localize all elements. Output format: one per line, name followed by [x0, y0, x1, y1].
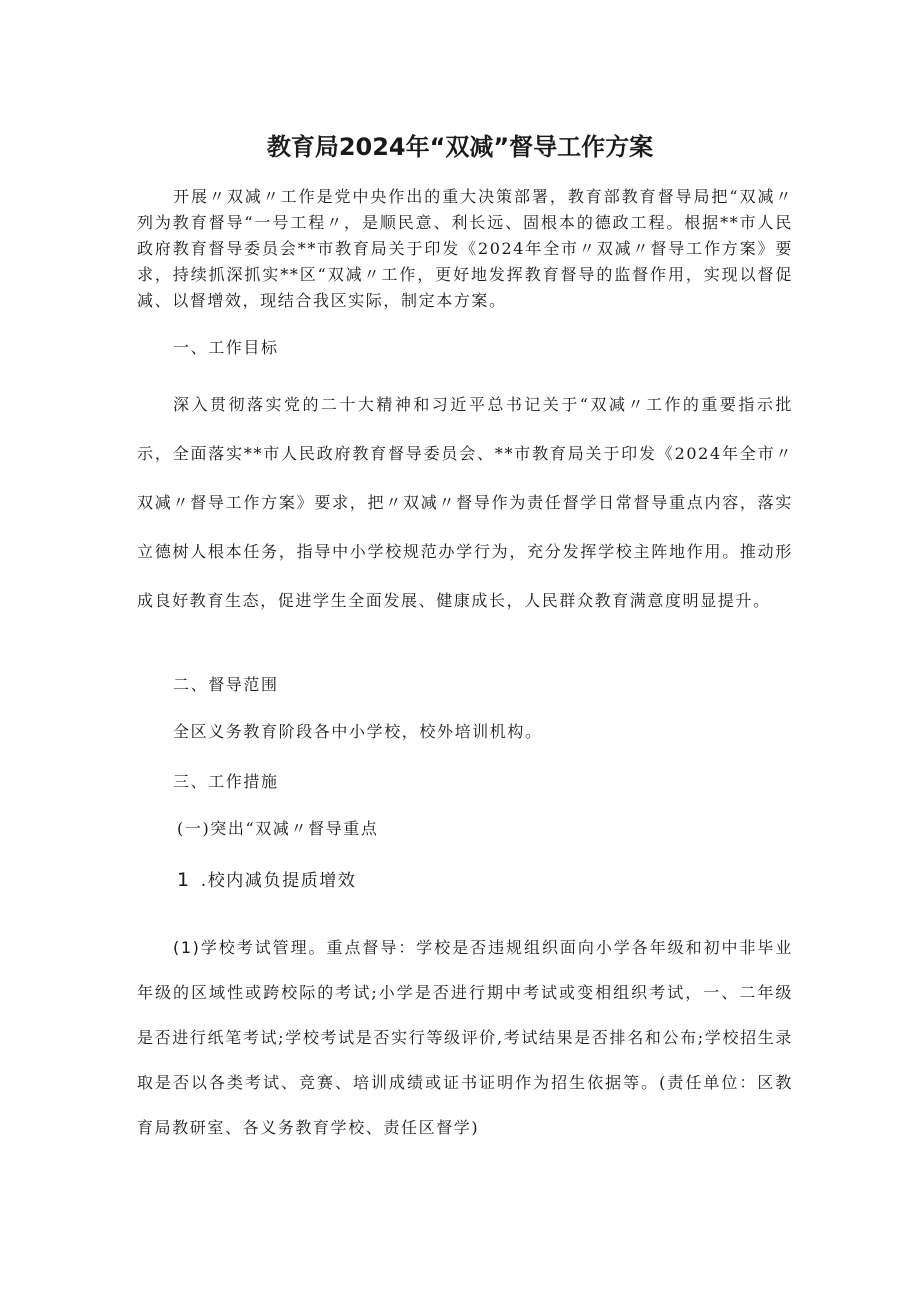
- document-title: 教育局2024年“双减”督导工作方案: [266, 133, 654, 161]
- section-heading-scope: 二、督导范围: [173, 675, 279, 694]
- goals-paragraph: 深入贯彻落实党的二十大精神和习近平总书记关于“双减〃工作的重要指示批示，全面落实**市人民政府教育督导委员会、**市教育局关于印发《2024年全市〃双减〃督导工作方案》要求，把〃双减〃督导作为责任督学日常督导重点内容，落实立德树人根本任务，指导中小学校规范办学行为，充分发挥学校主阵地作用。推动形成良好教育生态，促进学生全面发展、健康成长，人民群众教育满意度明显提升。: [137, 395, 793, 610]
- section-heading-goals: 一、工作目标: [173, 338, 279, 357]
- subsection-heading-key-points: (一)突出“双减〃督导重点: [177, 819, 379, 838]
- intro-paragraph: 开展〃双减〃工作是党中央作出的重大决策部署，教育部教育督导局把“双减〃列为教育督导“一号工程〃，是顺民意、利长远、固根本的德政工程。根据**市人民政府教育督导委员会**市教育局关于印发《2024年全市〃双减〃督导工作方案》要求，持续抓深抓实**区“双减〃工作，更好地发挥教育督导的监督作用，实现以督促减、以督增效，现结合我区实际，制定本方案。: [137, 187, 793, 310]
- scope-paragraph: 全区义务教育阶段各中小学校，校外培训机构。: [173, 722, 543, 741]
- item-heading-text: .校内减负提质增效: [200, 871, 357, 891]
- item-number: 1: [177, 869, 191, 891]
- section-heading-measures: 三、工作措施: [173, 772, 279, 791]
- exam-item-number: (1): [173, 938, 201, 957]
- exam-item-text: 学校考试管理。重点督导：学校是否违规组织面向小学各年级和初中非毕业年级的区域性或跨校际的考试;小学是否进行期中考试或变相组织考试，一、二年级是否进行纸笔考试;学校考试是否实行等级评价,考试结果是否排名和公布;学校招生录取是否以各类考试、竞赛、培训成绩或证书证明作为招生依据等。(责任单位：区教育局教研室、各义务教育学校、责任区督学): [137, 938, 793, 1137]
- item-heading-in-school-burden: [177, 866, 357, 895]
- exam-management-paragraph: [137, 925, 793, 1150]
